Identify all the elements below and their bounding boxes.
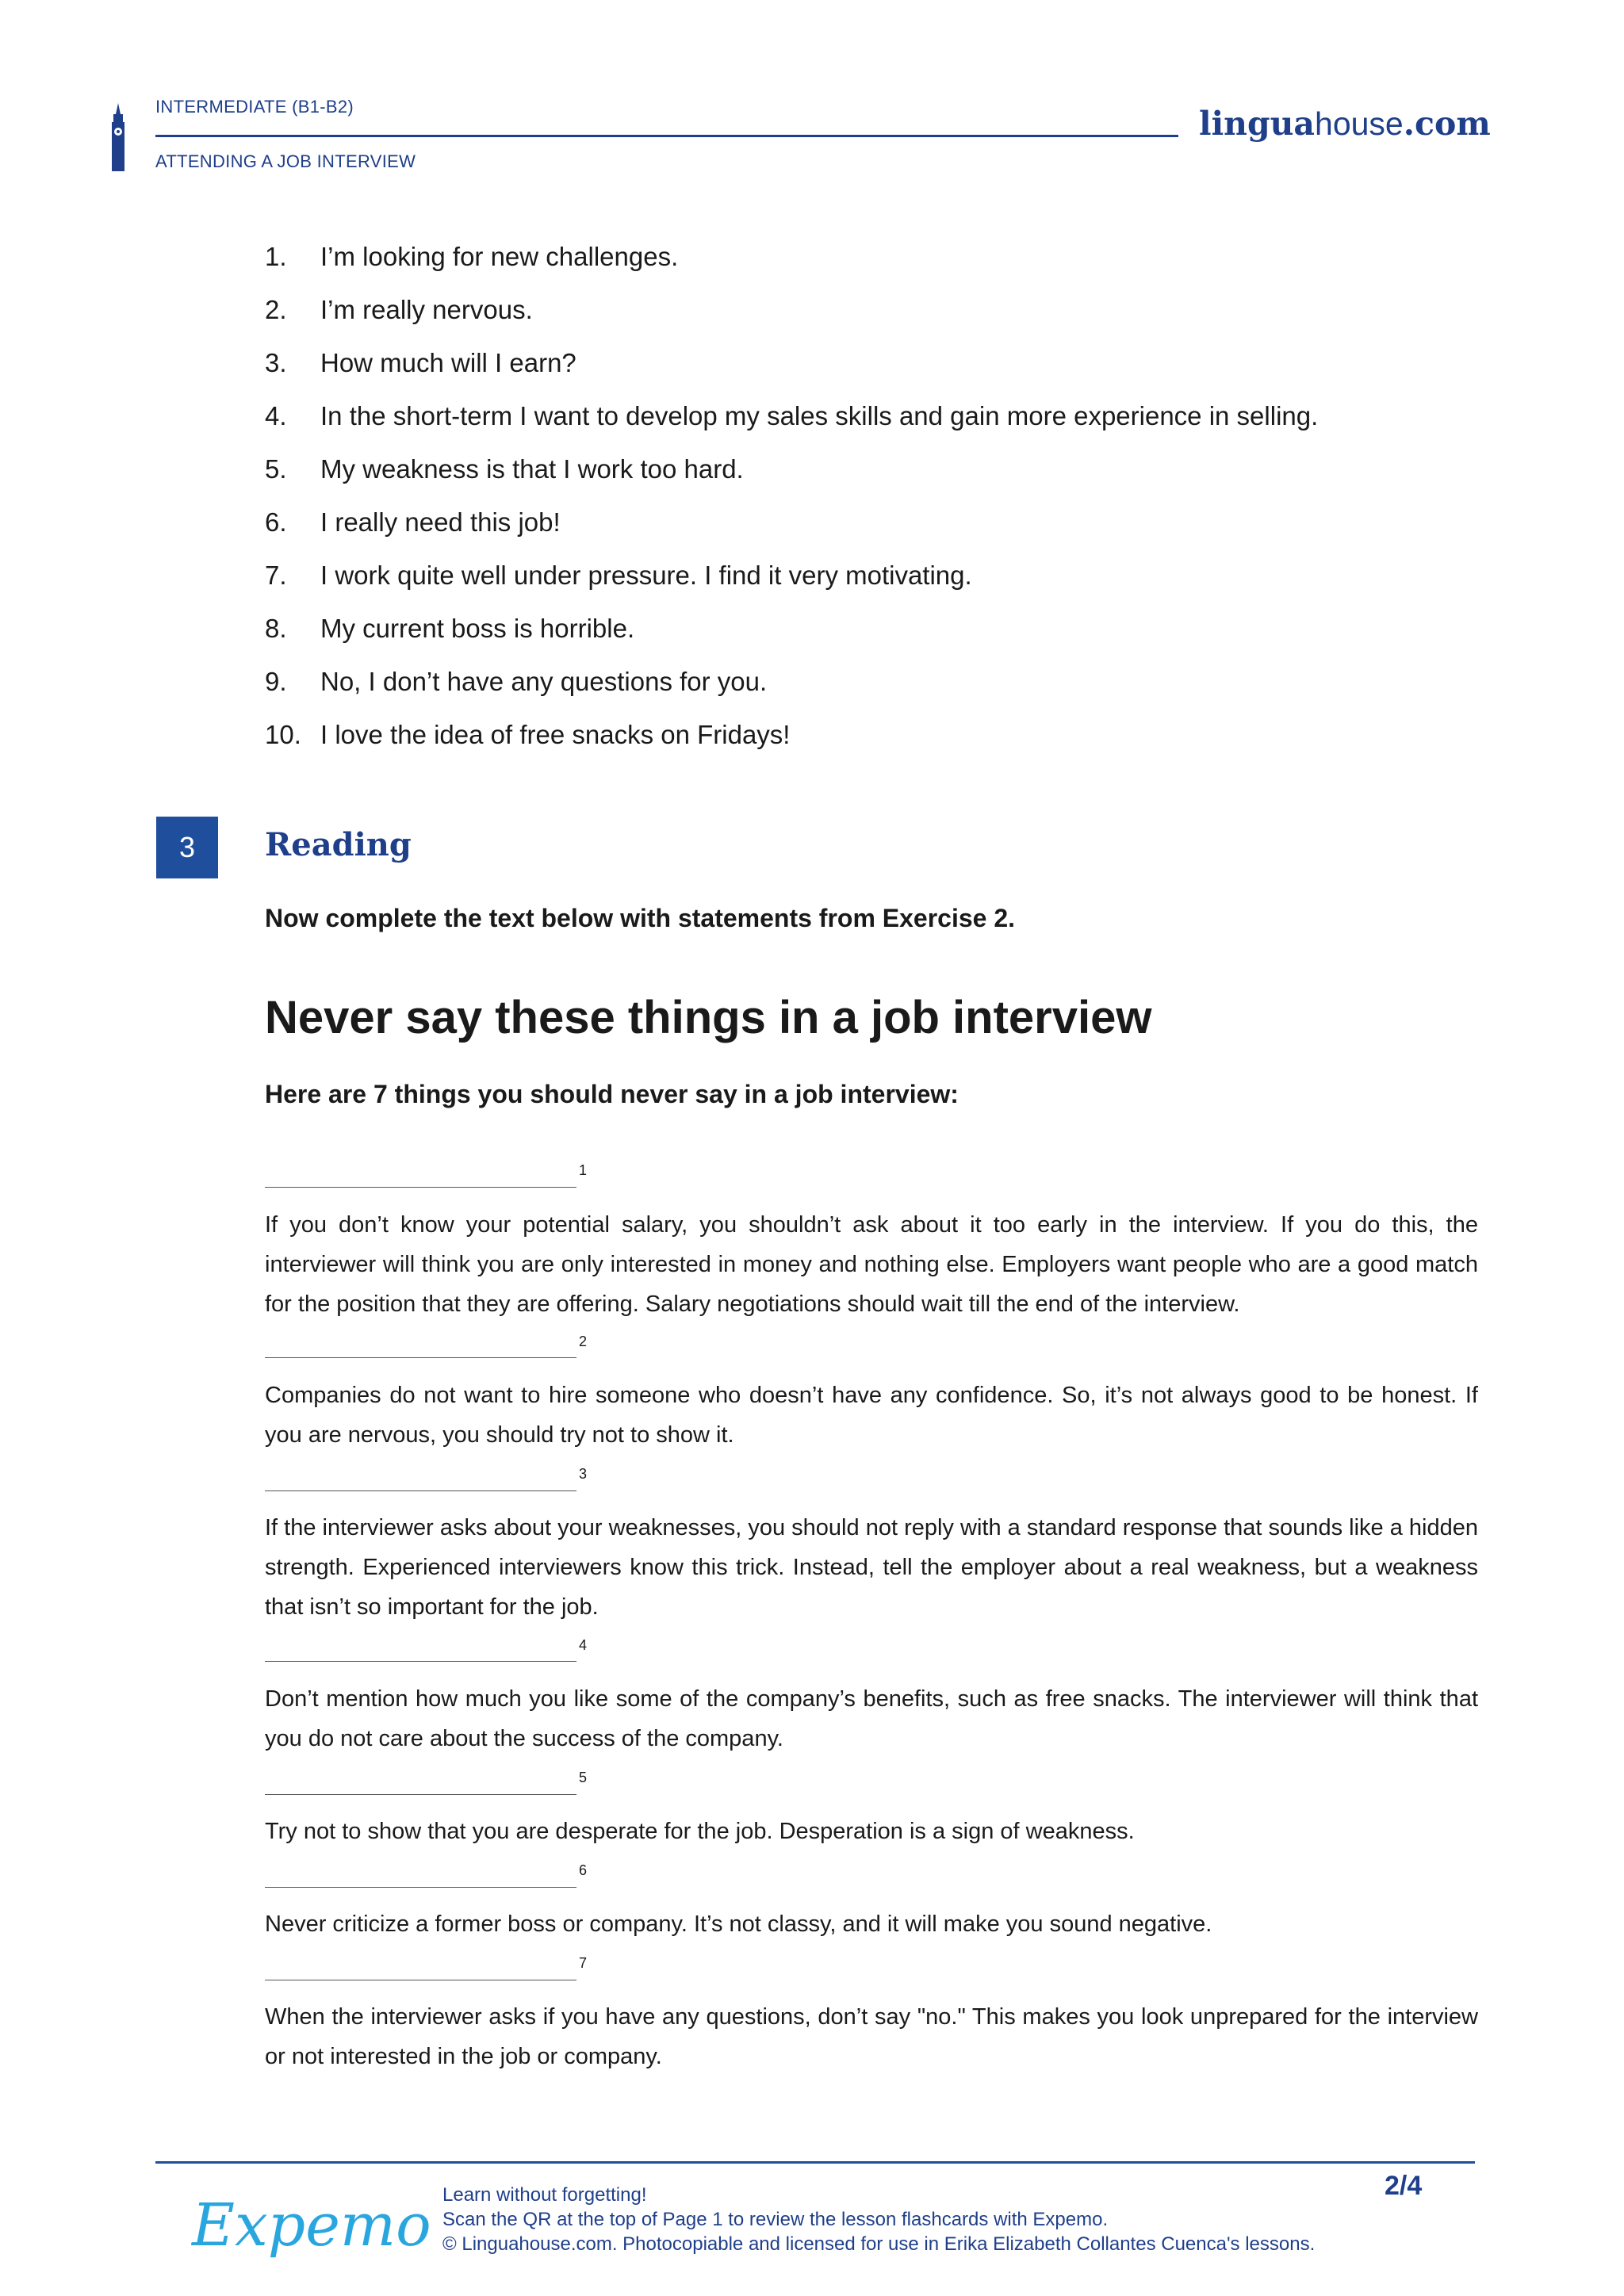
paragraph-5: Try not to show that you are desperate for the job. Desperation is a sign of weakness. [265, 1819, 1135, 1844]
section-title: Reading [265, 826, 412, 863]
answer-blank-4[interactable] [265, 1661, 576, 1662]
blank-number: 5 [579, 1770, 588, 1785]
item-text: My weakness is that I work too hard. [320, 453, 744, 484]
answer-blank-5[interactable] [265, 1794, 576, 1795]
list-item [265, 496, 1454, 549]
expemo-logo[interactable] [189, 2182, 431, 2277]
item-text: My current boss is horrible. [320, 613, 635, 643]
footer-divider [155, 2161, 1475, 2164]
article-subtitle: Here are 7 things you should never say in a job interview: [265, 1080, 959, 1108]
big-ben-logo-icon [108, 103, 128, 171]
item-text: I really need this job! [320, 507, 561, 537]
answer-blank-1[interactable] [265, 1187, 576, 1188]
footer-qr-instruction: Scan the QR at the top of Page 1 to review the lesson flashcards with Expemo. [442, 2209, 1109, 2230]
list-item [265, 230, 1454, 283]
list-item [265, 283, 1454, 336]
blank-number: 2 [579, 1334, 588, 1349]
exercise-instruction: Now complete the text below with statements from Exercise 2. [265, 904, 1016, 932]
paragraph-3: If the interviewer asks about your weaknesses, you should not reply with a standard response that sounds like a hidden strength. Experienced interviewers know this trick. Instead, tell the employer about a real weakness, but a weakness that isn’t so important for the job. [265, 1515, 1478, 1620]
blank-number: 6 [579, 1862, 588, 1878]
item-number: 7. [265, 560, 287, 590]
paragraph-4: Don’t mention how much you like some of the company’s benefits, such as free snacks. The interviewer will think that you do not care about the success of the company. [265, 1686, 1478, 1751]
item-number: 6. [265, 507, 287, 537]
list-item [265, 708, 1454, 761]
blank-number: 7 [579, 1955, 588, 1971]
item-text: I work quite well under pressure. I find it very motivating. [320, 560, 972, 590]
list-item [265, 655, 1454, 708]
page-number: 2/4 [1385, 2171, 1423, 2201]
section-number-badge: 3 [156, 817, 218, 878]
brand-logo[interactable] [1199, 105, 1491, 143]
item-text: I’m really nervous. [320, 294, 533, 324]
paragraph-1: If you don’t know your potential salary, you shouldn’t ask about it too early in the interview. If you do this, the interviewer will think you are only interested in money and nothing else. Employers want people who are a good match for the position that they are offering. Salary negotiations should wait till the end of the interview. [265, 1212, 1478, 1317]
answer-blank-6[interactable] [265, 1887, 576, 1888]
list-item [265, 549, 1454, 602]
item-text: No, I don’t have any questions for you. [320, 666, 768, 696]
footer-copyright: © Linguahouse.com. Photocopiable and licensed for use in Erika Elizabeth Collantes Cuenca's lessons. [442, 2233, 1316, 2255]
item-text: How much will I earn? [320, 347, 576, 377]
item-number: 3. [265, 347, 287, 377]
item-number: 8. [265, 613, 287, 643]
item-number: 4. [265, 400, 287, 430]
brand-part-3: .com [1403, 105, 1491, 143]
answer-blank-3[interactable] [265, 1490, 576, 1491]
paragraph-6: Never criticize a former boss or company. It’s not classy, and it will make you sound negative. [265, 1911, 1212, 1937]
item-number: 2. [265, 294, 287, 324]
paragraph-7: When the interviewer asks if you have any questions, don’t say "no." This makes you look unprepared for the interview or not interested in the job or company. [265, 2004, 1478, 2069]
paragraph-2: Companies do not want to hire someone who doesn’t have any confidence. So, it’s not always good to be honest. If you are nervous, you should try not to show it. [265, 1383, 1478, 1448]
blank-number: 3 [579, 1466, 588, 1482]
footer-tagline: Learn without forgetting! [442, 2184, 647, 2206]
item-number: 5. [265, 453, 287, 484]
item-text: I’m looking for new challenges. [320, 241, 679, 271]
item-text: I love the idea of free snacks on Fridays! [320, 719, 791, 749]
list-item [265, 442, 1454, 496]
statements-list [265, 230, 1454, 761]
blank-number: 1 [579, 1162, 588, 1178]
item-text: In the short-term I want to develop my sales skills and gain more experience in selling. [320, 400, 1319, 430]
answer-blank-2[interactable] [265, 1357, 576, 1358]
item-number: 1. [265, 241, 287, 271]
expemo-logo-text: Expemo [192, 2191, 431, 2260]
level-label: INTERMEDIATE (B1-B2) [155, 97, 354, 117]
brand-part-2: house [1315, 105, 1404, 142]
brand-part-1: lingua [1199, 105, 1316, 143]
article-title: Never say these things in a job interview [265, 992, 1152, 1043]
header-divider [155, 135, 1178, 137]
item-number: 10. [265, 719, 301, 749]
list-item [265, 602, 1454, 655]
blank-number: 4 [579, 1637, 588, 1653]
list-item [265, 336, 1454, 389]
lesson-topic: ATTENDING A JOB INTERVIEW [155, 151, 416, 171]
item-number: 9. [265, 666, 287, 696]
list-item [265, 389, 1454, 442]
